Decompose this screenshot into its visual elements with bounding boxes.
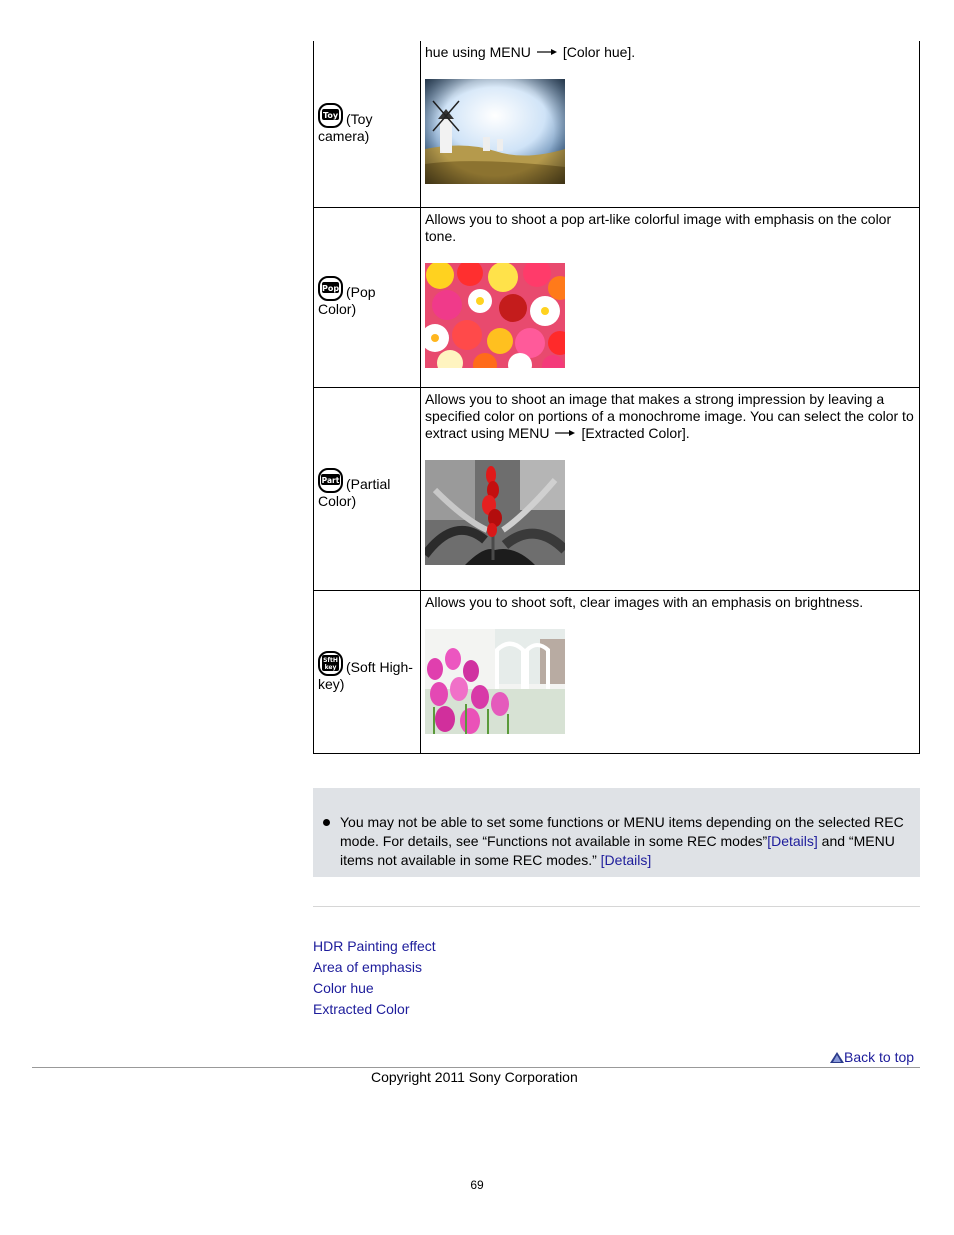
link-color-hue[interactable]: Color hue bbox=[313, 980, 374, 996]
note-box bbox=[313, 788, 920, 877]
page-number: 69 bbox=[470, 1178, 484, 1192]
mode-label: (Pop Color) bbox=[318, 284, 376, 317]
svg-text:Pop: Pop bbox=[321, 284, 340, 293]
table-row bbox=[314, 590, 920, 753]
mode-label: (Toy camera) bbox=[318, 110, 373, 144]
partial-color-icon bbox=[318, 468, 343, 493]
mode-description: Allows you to shoot an image that makes a strong impression by leaving a specified color on portions of a monochrome image. You can select the color to extract using MENU [Extracted Color]. bbox=[425, 390, 914, 441]
flowers-photo bbox=[425, 263, 565, 368]
table-row bbox=[314, 387, 920, 590]
mode-description: hue using MENU [Color hue]. bbox=[425, 44, 636, 60]
arrow-right-icon bbox=[555, 430, 575, 436]
back-to-top-label: Back to top bbox=[844, 1049, 915, 1065]
svg-text:Part: Part bbox=[321, 475, 340, 485]
link-hdr-painting-effect[interactable]: HDR Painting effect bbox=[313, 938, 436, 954]
mode-cell bbox=[314, 207, 421, 387]
mode-cell bbox=[314, 387, 421, 590]
desc-cell bbox=[421, 207, 920, 387]
mode-cell bbox=[314, 41, 421, 207]
note-text: You may not be able to set some functions or MENU items depending on the selected REC mode. For details, see “Functions not available in some REC modes”[Details] and “MENU items not available in some REC modes.” [Details] bbox=[340, 814, 904, 868]
related-links bbox=[313, 936, 436, 1020]
pop-color-icon bbox=[318, 276, 343, 301]
link-area-of-emphasis[interactable]: Area of emphasis bbox=[313, 959, 422, 975]
desc-cell bbox=[421, 41, 920, 207]
footer-divider bbox=[32, 1067, 920, 1068]
desc-cell bbox=[421, 590, 920, 753]
windmill-photo bbox=[425, 79, 565, 184]
soft-high-key-icon bbox=[318, 651, 343, 676]
desc-cell bbox=[421, 387, 920, 590]
mode-label: (Partial Color) bbox=[318, 475, 391, 509]
mode-description: Allows you to shoot a pop art-like colorful image with emphasis on the color tone. bbox=[425, 210, 892, 244]
link-extracted-color[interactable]: Extracted Color bbox=[313, 1001, 410, 1017]
triangle-up-icon bbox=[830, 1052, 844, 1063]
svg-text:Toy: Toy bbox=[322, 110, 339, 120]
red-flower-photo bbox=[425, 460, 565, 565]
bullet-icon bbox=[323, 819, 330, 826]
svg-text:key: key bbox=[324, 663, 337, 671]
mode-description: Allows you to shoot soft, clear images with an emphasis on brightness. bbox=[425, 593, 864, 610]
mode-table bbox=[313, 41, 920, 754]
table-row bbox=[314, 207, 920, 387]
tulips-photo bbox=[425, 629, 565, 734]
table-row bbox=[314, 41, 920, 207]
toy-camera-icon bbox=[318, 103, 343, 128]
mode-cell bbox=[314, 590, 421, 753]
arrow-right-icon bbox=[537, 49, 557, 55]
svg-text:SftH: SftH bbox=[323, 656, 338, 664]
separator bbox=[313, 906, 920, 907]
details-link-menu-items[interactable]: [Details] bbox=[600, 852, 652, 868]
copyright: Copyright 2011 Sony Corporation bbox=[371, 1069, 578, 1085]
mode-label: (Soft High-key) bbox=[318, 658, 413, 692]
back-to-top-link[interactable] bbox=[830, 1049, 914, 1065]
details-link-functions[interactable]: [Details] bbox=[767, 833, 818, 849]
